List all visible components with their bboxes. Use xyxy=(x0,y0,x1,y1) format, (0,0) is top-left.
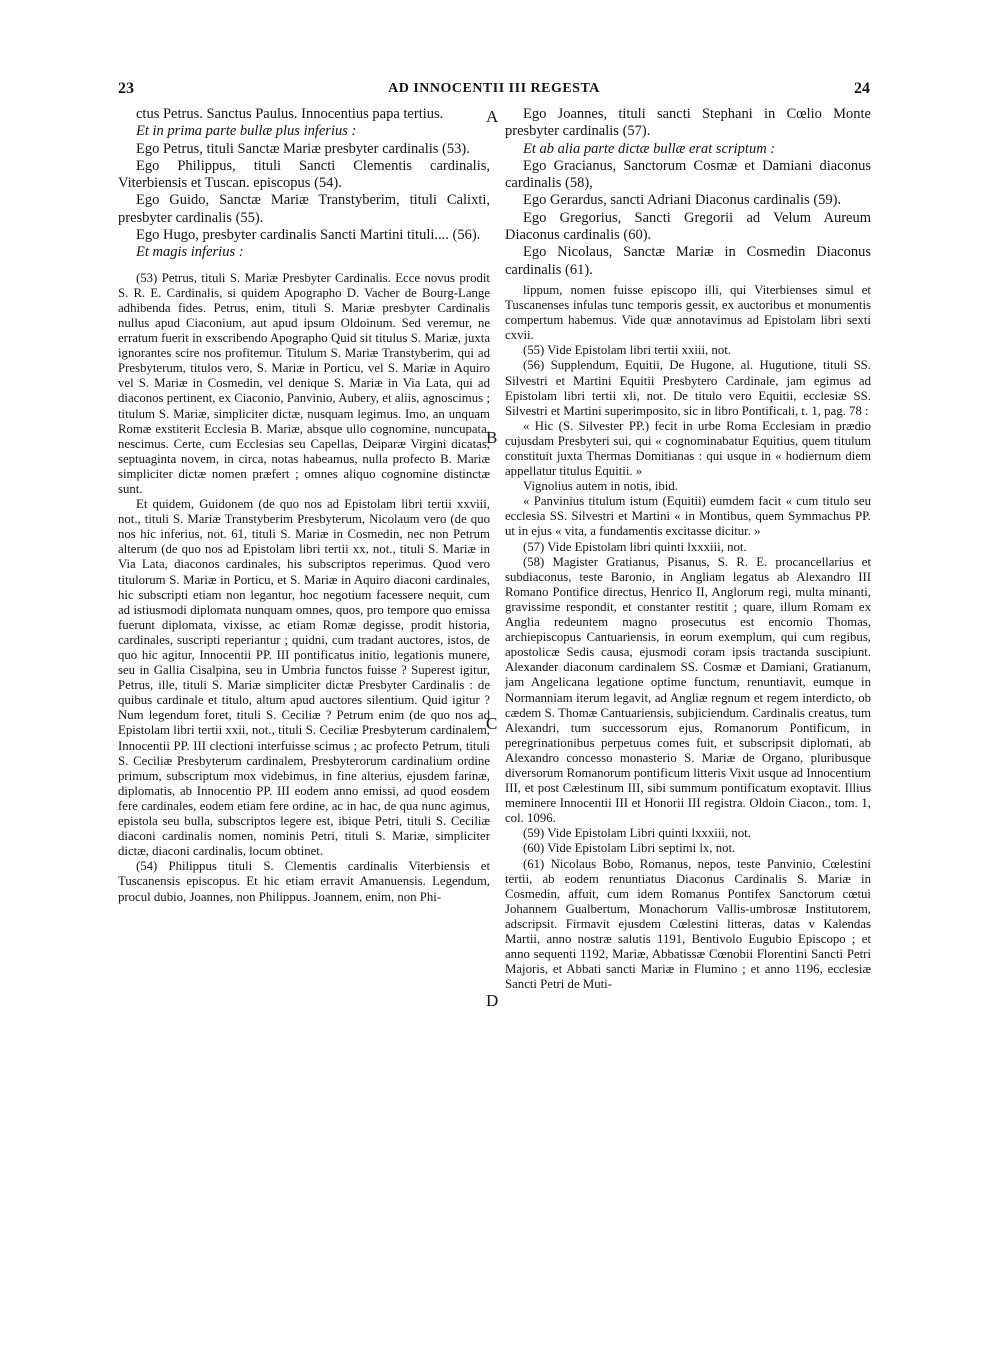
footnote-paragraph: lippum, nomen fuisse episcopo illi, qui Viterbienses simul et Tuscanenses infulas tunc temporis gessit, ex auctoribus et monumentis compertum habemus. Vide quæ annotavimus ad Epistolam libri sexti cxvii. xyxy=(505,282,871,343)
right-column xyxy=(505,106,871,992)
right-main-text xyxy=(505,106,871,279)
footnote-paragraph: (54) Philippus tituli S. Clementis cardinalis Viterbiensis et Tuscanensis episcopus. Et hic etiam erravit Amanuensis. Legendum, procul dubio, Joannes, non Philippus. Joannem, enim, non Phi- xyxy=(118,859,490,904)
margin-letter-b: B xyxy=(486,428,498,447)
margin-letter-d: D xyxy=(486,991,499,1010)
left-column xyxy=(118,106,490,905)
margin-letter-c: C xyxy=(486,714,498,733)
footnote-paragraph: (53) Petrus, tituli S. Mariæ Presbyter Cardinalis. Ecce novus prodit S. R. E. Cardinalis, si quidem Apographo D. Vacher de Bourg-Lange adhibenda fides. Petrus, enim, tituli S. Mariæ presbyter Cardinalis nullus apud Ciaconium, aut apud ipsum Oldoinum. Sed veremur, ne erratum fuerit in exscribendo Apographo Quid sit titulus S. Mariæ, juxta ignorantes scire nos profitemur. Titulum S. Mariæ Transtyberim, qui ad Presbyterum, titulos vero, S. Mariæ in Porticu, vel S. Mariæ in Aquiro vel S. Mariæ in Cosmedin, vel denique S. Mariæ in Via Lata, qui ad diaconos pertinent, ex Ciaconio, Panvinio, Aubery, et aliis, agnoscimus ; titulum S. Mariæ, simpliciter dictæ, nusquam legimus. Imo, an unquam Romæ exstiterit Ecclesia B. Mariæ, absque ullo cognomine, nuncupata, nescimus. Certe, cum Ecclesias seu Capellas, Deiparæ Virgini dicatas, septuaginta novem, in circa, notas habeamus, nulla profecto B. Mariæ simpliciter dictæ nomen præfert ; omnes aliquo cognomine distinctæ sunt. xyxy=(118,270,490,496)
footnote-paragraph: Vignolius autem in notis, ibid. xyxy=(523,479,678,494)
footnote-paragraph: (55) Vide Epistolam libri tertii xxiii, not. xyxy=(523,343,731,358)
footnote-paragraph: (59) Vide Epistolam Libri quinti lxxxiii, not. xyxy=(523,826,751,841)
left-main-text xyxy=(118,106,490,262)
footnote-paragraph: « Hic (S. Silvester PP.) fecit in urbe Roma Ecclesiam in prædio cujusdam Presbyteri sui, qui « cognominabatur Equitius, quem titulum constituit juxta Thermas Domitianas : qui usque in « hodiernum diem appellatur titulus Equitii. » xyxy=(505,418,871,479)
footnote-paragraph: Et quidem, Guidonem (de quo nos ad Epistolam libri tertii xxviii, not., tituli S. Mariæ Transtyberim Presbyterum, Nicolaum vero (de quo nos hic inferius, not. 61, tituli S. Mariæ in Cosmedin, nec non Petrum alterum (de quo nos ad Epistolam libri tertii xx, not., tituli S. Mariæ in Via Lata, diaconos cardinales, his subscriptos reperimus. Quod vero titulorum S. Mariæ in Porticu, et S. Mariæ in Aquiro diaconi cardinales, hic subscripti etiam non legantur, hoc negotium facessere nequit, cum ad istiusmodi diplomata nunquam omnes, quos, pro tempore quo emissa fuerunt diplomata, vixisse, ac etiam Romæ degisse, prodit historia, cardinales, suscripti reperiantur ; quidni, cum tradant auctores, istos, de quo hic agitur, Innocentii PP. III pontificatus initio, legationis munere, seu in Gallia Cisalpina, seu in Umbria functos fuisse ? Superest igitur, Petrus, ille, tituli S. Mariæ simpliciter dictæ Presbyter Cardinalis : de quibus cardinale et titulo, altum apud auctores silentium. Quid igitur ? Num legendum foret, tituli S. Ceciliæ ? Petrum enim (de quo nos ad Epistolam libri tertii xxii, not., tituli S. Ceciliæ Presbyterum cardinalem, Innocentii PP. III clectioni interfuisse scimus ; ac profecto Petrum, tituli S. Ceciliæ Presbyterum cardinalem, Presbyterorum cardinalium ordine primum, subscriptum mox videbimus, in fine alterius, ejusdem farinæ, diplomatis, ab Innocentio PP. III eodem anno emissi, ad quod eosdem fere cardinales, eodem etiam fere ordine, ac in hac, de qua nunc agimus, epistola seu bulla, subscriptos legere est, ibique Petri, tituli S. Ceciliæ diaconi cardinalis nomen, nominis Petri, tituli S. Mariæ, simpliciter dictæ, diaconi cardinalis, locum obtinet. xyxy=(118,497,490,859)
body-paragraph: Ego Guido, Sanctæ Mariæ Transtyberim, tituli Calixti, presbyter cardinalis (55). xyxy=(118,192,490,226)
body-paragraph: Ego Joannes, tituli sancti Stephani in Cœlio Monte presbyter cardinalis (57). xyxy=(505,106,871,140)
body-paragraph: Ego Gerardus, sancti Adriani Diaconus cardinalis (59). xyxy=(523,192,842,209)
section-heading: Et in prima parte bullæ plus inferius : xyxy=(136,123,357,140)
page-header xyxy=(118,80,870,104)
section-heading: Et magis inferius : xyxy=(136,244,244,261)
section-heading: Et ab alia parte dictæ bullæ erat scriptum : xyxy=(523,140,776,157)
right-page-number: 24 xyxy=(854,80,870,97)
body-paragraph: ctus Petrus. Sanctus Paulus. Innocentius papa tertius. xyxy=(136,106,444,122)
running-title: AD INNOCENTII III REGESTA xyxy=(388,81,600,96)
footnote-paragraph: (56) Supplendum, Equitii, De Hugone, al. Hugutione, tituli SS. Silvestri et Martini Equitii Presbytero Cardinale, jam egimus ad Epistolam libri tertii xli, not. De titulo vero Equitii, ecclesiæ SS. Silvestri et Martini superimposito, sic in libro Pontificali, t. 1, pag. 78 : xyxy=(505,358,871,418)
left-page-number: 23 xyxy=(118,80,134,97)
margin-letter-a: A xyxy=(486,107,499,126)
body-paragraph: Ego Nicolaus, Sanctæ Mariæ in Cosmedin Diaconus cardinalis (61). xyxy=(505,244,871,278)
body-paragraph: Ego Gregorius, Sancti Gregorii ad Velum Aureum Diaconus cardinalis (60). xyxy=(505,209,871,244)
footnote-paragraph: (60) Vide Epistolam Libri septimi lx, not. xyxy=(523,841,736,856)
body-paragraph: Ego Philippus, tituli Sancti Clementis cardinalis, Viterbiensis et Tuscan. episcopus (54). xyxy=(118,157,490,192)
footnote-paragraph: « Panvinius titulum istum (Equitii) eumdem facit « cum titulo seu ecclesia SS. Silvestri et Martini « in Montibus, quem Symmachus PP. ut in ejus « vita, a fundamentis excitasse dicitur. » xyxy=(505,494,871,539)
footnote-paragraph: (61) Nicolaus Bobo, Romanus, nepos, teste Panvinio, Cœlestini tertii, ab eodem renuntiatus Diaconus Cardinalis S. Mariæ in Cosmedin, affuit, cum idem Romanus Pontifex Sanctorum cœtui Johannem Gualbertum, Monachorum Vallis-umbrosæ Institutorem, adscripsit. Firmavit ejusdem Cœlestini litteras, datas v Kalendas Martii, anno nostræ salutis 1191, Bentivolo Eugubio Episcopo ; et anno sequenti 1192, Mariæ, Abbatissæ Cœnobii Florentini Sancti Petri Majoris, et Abbati sancti Mariæ in Flumino ; et anno 1196, ecclesiæ Sancti Petri de Muti- xyxy=(505,856,871,992)
body-paragraph: Ego Petrus, tituli Sanctæ Mariæ presbyter cardinalis (53). xyxy=(136,140,470,157)
footnote-paragraph: (57) Vide Epistolam libri quinti lxxxiii, not. xyxy=(523,539,747,554)
body-paragraph: Ego Gracianus, Sanctorum Cosmæ et Damiani diaconus cardinalis (58), xyxy=(505,157,871,192)
right-footnotes xyxy=(505,283,871,992)
body-paragraph: Ego Hugo, presbyter cardinalis Sancti Martini tituli.... (56). xyxy=(136,227,481,244)
left-footnotes xyxy=(118,271,490,905)
footnote-paragraph: (58) Magister Gratianus, Pisanus, S. R. E. procancellarius et subdiaconus, teste Baronio, in Angliam legatus ab Alexandro III Romano Pontifice directus, Henrico II, Anglorum regi, multa minanti, gravissime respondit, et constanter restitit ; quare, illum Romam ex Anglia redeuntem magno prosecutus est encomio Thomas, archiepiscopus Cantuariensis, in eorum exemplum, qui cum regibus, apostolicæ Sedis causa, ejusmodi coram ipsis tractanda suscipiunt. Alexander diaconum cardinalem SS. Cosmæ et Damiani, Gratianum, jam Angelicana legatione optime functum, renuntiavit, eumque in Normanniam iterum legavit, ad Angliæ regnum et regem interdicto, ob cædem S. Thomæ Cantuariensis, subjiciendum. Cardinalis creatus, tum Alexandri, tum successorum ejus, Romanorum Pontificum, in peregrinationibus perpetuus comes fuit, et subscripsit diplomati, ab Alexandro concesso monasterio S. Mariæ de Organo, pluribusque diversorum Romanorum pontificum litteris Vixit usque ad Innocentium III, et post Cælestinum III, sibi summum pontificatum exoptavit. Illius meminere Innocentii III et Honorii III registra. Oldoin Ciacon., tom. 1, col. 1096. xyxy=(505,554,871,826)
